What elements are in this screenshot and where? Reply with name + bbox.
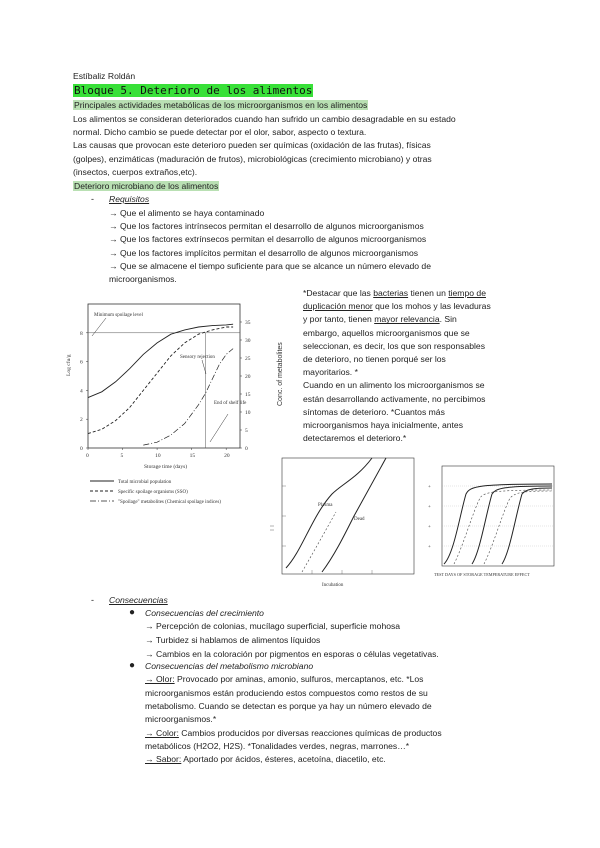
- note-line: síntomas de deterioro. *Cuantos más: [303, 406, 445, 417]
- requisito-item: → Que el alimento se haya contaminado: [109, 208, 265, 218]
- annotation-arrow: [210, 414, 228, 442]
- label-plasma: Plasma: [318, 503, 333, 508]
- series-line-2: [88, 327, 233, 434]
- olor-line: → Olor: Provocado por aminas, amonio, sulfuros, mercaptanos, etc. *Los: [145, 674, 424, 684]
- y2-tick-label: 15: [245, 392, 251, 398]
- note-line: y por tanto, tienen mayor relevancia. Sin: [303, 314, 457, 325]
- requisito-continuation: microorganismos.: [109, 274, 177, 284]
- annotation-sensory-rejection: Sensory rejection: [180, 355, 215, 360]
- metabolismo-title: Consecuencias del metabolismo microbiano: [145, 661, 314, 671]
- y-tick-label: 0: [80, 446, 83, 452]
- note-line: embargo, aquellos microorganismos que se: [303, 327, 470, 338]
- chart-xlabel: Incubation: [322, 583, 344, 588]
- requisitos-label: Requisitos: [109, 194, 150, 204]
- annotation-arrow: [92, 318, 106, 336]
- curve-plasma: [286, 458, 372, 568]
- legend-label: Total microbial population: [118, 480, 172, 485]
- requisito-item: → Que se almacene el tiempo suficiente para que se alcance un número elevado de: [109, 261, 431, 271]
- paragraph-line: (golpes), enzimáticas (maduración de frutos), microbiológicas (crecimiento microbiano) y otras: [73, 154, 432, 164]
- consecuencias-label: Consecuencias: [109, 595, 168, 605]
- y2-tick-label: 25: [245, 356, 251, 362]
- sabor-line: → Sabor: Aportado por ácidos, ésteres, acetoína, diacetilo, etc.: [145, 754, 386, 764]
- growth-chart-scan: [262, 456, 418, 590]
- note-line: seleccionan, es decir, los que son responsables: [303, 340, 486, 351]
- chart-ylabel: Log cfu/g: [66, 354, 72, 376]
- annotation-min-spoilage: Minimum spoilage level: [94, 313, 143, 318]
- label-dead: Dead: [354, 517, 365, 522]
- annotation-end-shelf-life: End of shelf life: [214, 401, 247, 406]
- y2-tick-label: 5: [245, 428, 248, 434]
- y2-tick-label: 20: [245, 374, 251, 380]
- chart-xlabel: Storage time (days): [144, 464, 188, 470]
- legend-label: Specific spoilage organisms (SSO): [118, 490, 188, 495]
- x-tick-label: 15: [189, 453, 196, 459]
- note-line: detectaremos el deterioro.*: [303, 433, 407, 444]
- paragraph-line: (insectos, cuerpos extraños,etc).: [73, 167, 198, 177]
- dot-bullet: ●: [129, 607, 136, 618]
- note-line: Cuando en un alimento los microorganismos se: [303, 380, 485, 391]
- requisito-item: → Que los factores intrínsecos permitan el desarrollo de algunos microorganismos: [109, 221, 424, 231]
- x-tick-label: 20: [224, 453, 230, 459]
- note-line: microorganismos haya inicialmente, antes: [303, 420, 464, 431]
- olor-line: microorganismos están produciendo estos compuestos como restos de su: [145, 688, 428, 698]
- color-line: → Color: Cambios producidos por diversas reacciones químicas de productos: [145, 728, 442, 738]
- x-tick-label: 10: [155, 453, 161, 459]
- section2-heading: Deterioro microbiano de los alimentos: [74, 181, 219, 191]
- color-line: metabólicos (H2O2, H2S). *Tonalidades verdes, negras, marrones…*: [145, 741, 410, 751]
- temp-curve-1: [444, 484, 552, 564]
- series-line-3: [143, 349, 233, 446]
- paragraph-line: normal. Dicho cambio se puede detectar por el olor, sabor, aspecto o textura.: [73, 127, 367, 137]
- crecimiento-title: Consecuencias del crecimiento: [145, 608, 264, 618]
- svg-text:+: +: [428, 525, 431, 530]
- svg-text:+: +: [428, 505, 431, 510]
- note-line: duplicación menor que los mohos y las levaduras: [303, 301, 491, 312]
- author-name: Estíbaliz Roldán: [73, 71, 136, 81]
- svg-text:+: +: [428, 485, 431, 490]
- crecimiento-item: → Percepción de colonias, mucílago superficial, superficie mohosa: [145, 621, 401, 631]
- y-tick-label: 8: [80, 330, 83, 337]
- temperature-chart-scan: [424, 464, 558, 582]
- y2-tick-label: 0: [245, 446, 248, 452]
- note-line: mayoritarios. *: [303, 367, 358, 378]
- y2-tick-label: 30: [245, 338, 251, 344]
- note-line: están desarrollando activamente, no percibimos: [303, 393, 486, 404]
- chart-caption: TEST DAYS OF STORAGE TEMPERATURE EFFECT: [434, 572, 530, 577]
- olor-line: microorganismos.*: [145, 714, 217, 724]
- note-line: de deterioro, no tienen porqué ser los: [303, 354, 446, 365]
- crecimiento-item: → Cambios en la coloración por pigmentos en esporas o células vegetativas.: [145, 649, 439, 659]
- legend-label: "Spoilage" metabolites (Chemical spoilage indices): [118, 500, 221, 505]
- temp-curve-2: [472, 486, 552, 564]
- y-tick-label: 6: [80, 359, 83, 366]
- crecimiento-item: → Turbidez si hablamos de alimentos líquidos: [145, 635, 321, 645]
- note-line: *Destacar que las bacterias tienen un tiempo de: [303, 288, 486, 298]
- svg-text:+: +: [428, 545, 431, 550]
- y2-tick-label: 35: [245, 320, 251, 326]
- section1-heading: Principales actividades metabólicas de los microorganismos en los alimentos: [74, 100, 368, 110]
- dash-bullet: -: [91, 595, 94, 605]
- dash-bullet: -: [91, 194, 94, 204]
- x-tick-label: 5: [120, 453, 124, 459]
- requisito-item: → Que los factores implícitos permitan el desarrollo de algunos microorganismos: [109, 248, 419, 258]
- y-tick-label: 4: [80, 388, 83, 395]
- olor-line: metabolismo. Cuando se detectan es porque ya hay un número elevado de: [145, 701, 432, 711]
- y2-tick-label: 10: [245, 410, 251, 416]
- page-title: Bloque 5. Deterioro de los alimentos: [74, 84, 313, 97]
- requisito-item: → Que los factores extrínsecos permitan el desarrollo de algunos microorganismos: [109, 234, 427, 244]
- series-line-1: [88, 324, 233, 397]
- paragraph-line: Los alimentos se consideran deteriorados cuando han sufrido un cambio desagradable en su estado: [73, 114, 456, 124]
- curve-secondary: [302, 512, 336, 572]
- x-tick-label: 0: [86, 453, 89, 459]
- spoilage-chart: [62, 296, 294, 514]
- chart-y2label: Conc. of metabolites: [277, 342, 284, 406]
- dot-bullet: ●: [129, 660, 136, 671]
- paragraph-line: Las causas que provocan este deterioro pueden ser químicas (oxidación de las frutas), físicas: [73, 140, 431, 150]
- y-tick-label: 2: [80, 417, 83, 424]
- curve-dead: [322, 458, 386, 572]
